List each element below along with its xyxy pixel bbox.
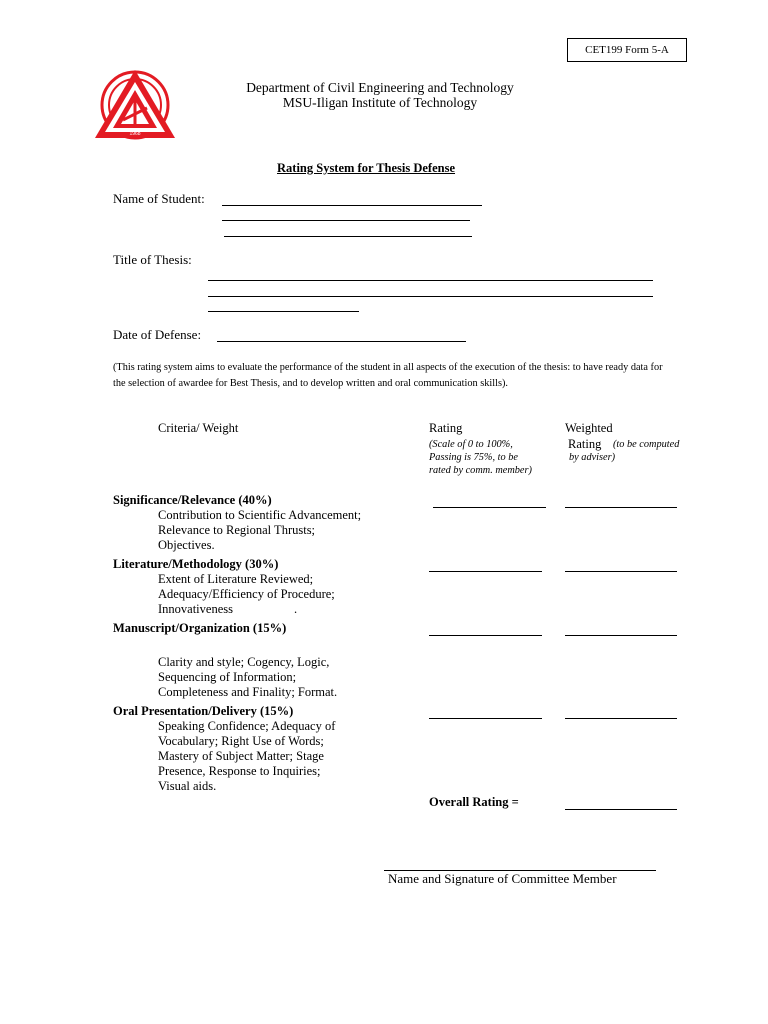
weighted-line-manuscript[interactable] (565, 635, 677, 636)
rating-line-manuscript[interactable] (429, 635, 542, 636)
signature-label: Name and Signature of Committee Member (388, 871, 617, 886)
rating-line-oral[interactable] (429, 718, 542, 719)
weighted-line-significance[interactable] (565, 507, 677, 508)
department-name: Department of Civil Engineering and Technology (246, 80, 514, 95)
criterion-item: Relevance to Regional Thrusts; (158, 523, 316, 537)
thesis-title-label: Title of Thesis: (113, 252, 192, 267)
weighted-line-literature[interactable] (565, 571, 677, 572)
rating-header: Rating (429, 421, 463, 435)
weighted-rating-header: Rating (568, 437, 602, 451)
criterion-item: Adequacy/Efficiency of Procedure; (158, 587, 335, 601)
criterion-item: Clarity and style; Cogency, Logic, (158, 655, 330, 669)
criterion-oral: Oral Presentation/Delivery (15%) (113, 704, 294, 718)
criterion-item: Visual aids. (158, 779, 217, 793)
name-line-1[interactable] (222, 205, 482, 206)
criterion-item: Innovativeness (158, 602, 233, 616)
weighted-line-oral[interactable] (565, 718, 677, 719)
form-code: CET199 Form 5-A (585, 44, 669, 56)
form-code-box (567, 38, 687, 62)
rating-note: (This rating system aims to evaluate the performance of the student in all aspects of the execution of the thesis: to have ready data for the selection of awardee for Best Thesis, and to develop written and oral communication skills). (113, 362, 663, 389)
seal-year: 1968 (129, 131, 141, 137)
name-label: Name of Student: (113, 191, 205, 206)
institute-name: MSU-Iligan Institute of Technology (282, 95, 478, 110)
criterion-item: Vocabulary; Right Use of Words; (158, 734, 324, 748)
criterion-item: Objectives. (158, 538, 215, 552)
name-line-2[interactable] (222, 220, 470, 221)
thesis-line-1[interactable] (208, 280, 653, 281)
criteria-header: Criteria/ Weight (158, 421, 239, 435)
criterion-item: Sequencing of Information; (158, 670, 297, 684)
criterion-significance: Significance/Relevance (40%) (113, 493, 272, 507)
rating-line-significance[interactable] (433, 507, 546, 508)
rating-note-3: rated by comm. member) (429, 465, 532, 476)
date-label: Date of Defense: (113, 327, 202, 342)
thesis-line-3[interactable] (208, 311, 359, 312)
criterion-item: Contribution to Scientific Advancement; (158, 508, 362, 522)
weighted-header: Weighted (565, 421, 613, 435)
rating-line-literature[interactable] (429, 571, 542, 572)
criterion-manuscript: Manuscript/Organization (15%) (113, 621, 287, 635)
overall-rating-line[interactable] (565, 809, 677, 810)
thesis-line-2[interactable] (208, 296, 653, 297)
trailing-period: . (294, 602, 298, 616)
rating-note-2: Passing is 75%, to be (429, 452, 518, 463)
document-title: Rating System for Thesis Defense (277, 161, 456, 175)
rating-note-1: (Scale of 0 to 100%, (429, 439, 513, 450)
criterion-item: Speaking Confidence; Adequacy of (158, 719, 336, 733)
weighted-note-1: (to be computed (613, 439, 680, 450)
criterion-item: Completeness and Finality; Format. (158, 685, 338, 699)
criterion-item: Presence, Response to Inquiries; (158, 764, 321, 778)
criterion-literature: Literature/Methodology (30%) (113, 557, 279, 571)
university-seal-icon (93, 68, 177, 140)
name-line-3[interactable] (224, 236, 472, 237)
overall-rating-label: Overall Rating = (429, 795, 519, 809)
weighted-note-2: by adviser) (569, 452, 616, 463)
criterion-item: Mastery of Subject Matter; Stage (158, 749, 324, 763)
date-line[interactable] (217, 341, 466, 342)
criterion-item: Extent of Literature Reviewed; (158, 572, 314, 586)
